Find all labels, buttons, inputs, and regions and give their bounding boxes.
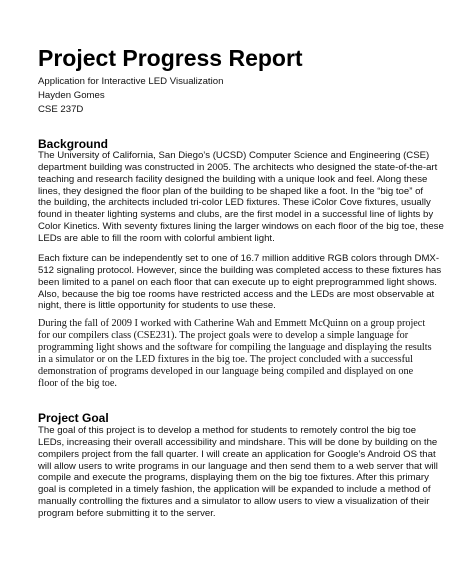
text-line: The University of California, San Diego’s (UCSD) Computer Science and Engineering (CSE) [38, 150, 430, 161]
text-line: programming light shows and the software for compiling the language and displaying the results [38, 341, 432, 353]
text-line: The goal of this project is to develop a method for students to remotely control the big toe [38, 425, 417, 436]
text-line: floor of the big toe. [38, 377, 117, 389]
text-line: for our compilers class (CSE231). The project goals were to develop a simple language for [38, 329, 409, 341]
text-line: lines, they designed the floor plan of the building to be shaped like a foot. In the “big toe” of [38, 185, 424, 197]
text-line: Color Kinetics. With seventy fixtures lining the larger windows on each floor of the big toe, these [38, 221, 444, 233]
text-line: Also, because the big toe rooms have restricted access and the LEDs are most observable at [38, 288, 435, 300]
text-line: teaching and research facility designed the building with a unique look and feel. Along these [38, 173, 428, 185]
text-line: been limited to a panel on each floor that can execute up to eight preprogrammed light shows. [38, 276, 437, 288]
text-line: found in theater lighting systems and clubs, are the first model in a successful line of lights by [38, 209, 434, 221]
text-line: department building was constructed in 2005. The architects who designed the state-of-the-art [38, 161, 438, 173]
report-subtitle: Application for Interactive LED Visualization [38, 76, 224, 87]
background-paragraph-2 [38, 253, 448, 312]
text-line: demonstration of programs developed in our language being compiled and displayed on one [38, 365, 414, 377]
report-meta [38, 75, 223, 118]
background-heading: Background [38, 137, 109, 151]
text-line: night, there is little opportunity for students to use these. [38, 300, 276, 312]
text-line: manually controlling the fixtures and a simulator to allow users to view a visualization of their [38, 496, 430, 508]
report-title: Project Progress Report [38, 45, 303, 71]
text-line: in a simulator or on the LED fixtures in the big toe. The project concluded with a successful [38, 353, 413, 365]
text-line: program before submitting it to the server. [38, 507, 216, 519]
text-line: will allow users to write programs in our language and then send them to a web server that will [38, 460, 438, 472]
text-line: LEDs are able to fill the room with colorful ambient light. [38, 232, 275, 244]
background-paragraph-3 [38, 318, 448, 390]
text-line: the building, the architects included tri-color LED fixtures. These iColor Cove fixtures, usually [38, 197, 431, 209]
report-course: CSE 237D [38, 104, 84, 116]
text-line: Each fixture can be independently set to one of 16.7 million additive RGB colors through DMX- [38, 253, 440, 264]
text-line: During the fall of 2009 I worked with Catherine Wah and Emmett McQuinn on a group project [38, 318, 426, 329]
text-line: 512 signaling protocol. However, since the building was completed access to these fixtures has [38, 264, 442, 276]
report-author: Hayden Gomes [38, 90, 105, 102]
text-line: compile and execute the programs, displaying them on the big toe fixtures. After this primary [38, 472, 429, 484]
project-goal-paragraph [38, 425, 448, 520]
project-goal-heading: Project Goal [38, 411, 109, 425]
text-line: compilers project from the fall quarter. I will create an application for Google’s Android OS that [38, 448, 436, 460]
text-line: LEDs, increasing their overall accessibility and mindshare. This will be done by building on the [38, 436, 438, 448]
background-paragraph-1 [38, 150, 448, 245]
text-line: goal is completed in a timely fashion, the application will be expanded to include a method of [38, 484, 431, 496]
